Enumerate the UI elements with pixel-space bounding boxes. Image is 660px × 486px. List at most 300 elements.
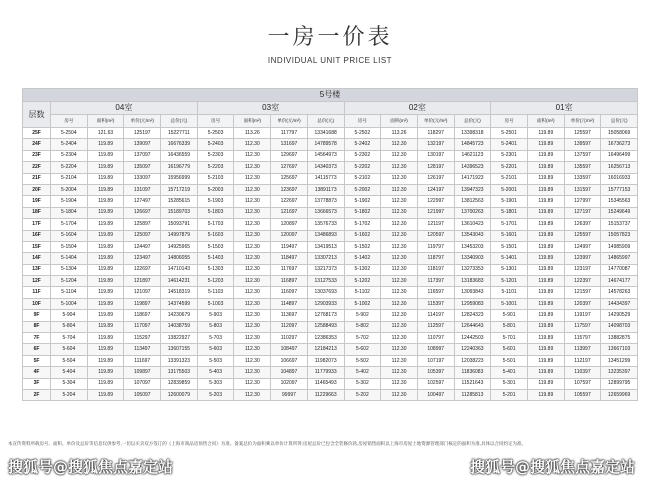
table-cell: 12240363 <box>454 344 491 355</box>
table-cell: 13947323 <box>454 184 491 195</box>
table-cell: 12386353 <box>307 333 344 344</box>
table-cell: 125697 <box>271 173 308 184</box>
table-cell: 11779933 <box>307 367 344 378</box>
table-cell: 113.26 <box>381 128 418 139</box>
table-cell: 5-202 <box>344 389 381 400</box>
price-table-container <box>22 88 638 401</box>
table-cell: 112.30 <box>234 253 271 264</box>
table-cell: 119.89 <box>527 264 564 275</box>
table-cell: 119.89 <box>87 298 124 309</box>
table-cell: 115397 <box>417 298 454 309</box>
table-cell: 15057823 <box>601 230 638 241</box>
table-cell: 120397 <box>564 298 601 309</box>
table-cell: 112.30 <box>381 184 418 195</box>
table-cell: 5-1702 <box>344 219 381 230</box>
table-row <box>23 207 638 218</box>
table-cell: 123997 <box>564 253 601 264</box>
table-cell: 15153737 <box>601 219 638 230</box>
column-header-row <box>23 115 638 128</box>
table-cell: 119.89 <box>87 367 124 378</box>
table-cell: 119.89 <box>527 196 564 207</box>
table-cell: 114897 <box>271 298 308 309</box>
table-cell: 5-1602 <box>344 230 381 241</box>
table-cell: 119.89 <box>527 344 564 355</box>
table-cell: 112.30 <box>234 333 271 344</box>
table-cell: 108497 <box>271 344 308 355</box>
table-cell: 112.30 <box>381 333 418 344</box>
table-cell: 112.30 <box>234 298 271 309</box>
table-cell: 5-801 <box>491 321 528 332</box>
table-cell: 119.89 <box>87 150 124 161</box>
floor-cell: 25F <box>23 128 51 139</box>
unit-04-header: 04室 <box>51 102 198 115</box>
table-cell: 113497 <box>124 344 161 355</box>
table-cell: 13127533 <box>307 276 344 287</box>
table-cell: 112.30 <box>381 162 418 173</box>
table-cell: 112197 <box>564 355 601 366</box>
table-cell: 5-2101 <box>491 173 528 184</box>
table-cell: 16256713 <box>601 162 638 173</box>
table-cell: 127497 <box>124 196 161 207</box>
table-cell: 14997879 <box>161 230 198 241</box>
table-cell: 119.89 <box>87 378 124 389</box>
table-cell: 105097 <box>124 389 161 400</box>
table-cell: 5-402 <box>344 367 381 378</box>
table-cell: 5-602 <box>344 344 381 355</box>
table-cell: 14789578 <box>307 139 344 150</box>
table-cell: 112.30 <box>234 230 271 241</box>
floor-cell: 4F <box>23 367 51 378</box>
table-cell: 5-2204 <box>51 162 88 173</box>
table-cell: 108997 <box>417 344 454 355</box>
table-cell: 112.30 <box>234 287 271 298</box>
page-subtitle: INDIVIDUAL UNIT PRICE LIST <box>267 56 393 65</box>
table-cell: 124497 <box>124 241 161 252</box>
column-header: 总价(元) <box>161 115 198 128</box>
table-cell: 124997 <box>564 241 601 252</box>
table-cell: 14578263 <box>601 287 638 298</box>
table-cell: 5-1201 <box>491 276 528 287</box>
table-row <box>23 139 638 150</box>
table-cell: 112.30 <box>234 219 271 230</box>
table-cell: 112.30 <box>234 389 271 400</box>
table-cell: 135597 <box>564 162 601 173</box>
table-cell: 5-2401 <box>491 139 528 150</box>
table-cell: 12600079 <box>161 389 198 400</box>
table-cell: 112.30 <box>381 378 418 389</box>
column-header: 总价(元) <box>454 115 491 128</box>
table-cell: 14290529 <box>601 310 638 321</box>
table-cell: 119.89 <box>87 184 124 195</box>
table-cell: 112.30 <box>234 344 271 355</box>
table-cell: 5-603 <box>197 344 234 355</box>
table-cell: 112.30 <box>381 321 418 332</box>
table-cell: 120597 <box>417 230 454 241</box>
table-cell: 5-604 <box>51 344 88 355</box>
table-cell: 5-904 <box>51 310 88 321</box>
table-cell: 119797 <box>417 241 454 252</box>
table-cell: 121.63 <box>87 128 124 139</box>
table-cell: 15285615 <box>161 196 198 207</box>
table-cell: 14806055 <box>161 253 198 264</box>
table-cell: 5-1501 <box>491 241 528 252</box>
table-cell: 5-404 <box>51 367 88 378</box>
table-cell: 5-702 <box>344 333 381 344</box>
table-cell: 102097 <box>271 378 308 389</box>
table-cell: 5-2403 <box>197 139 234 150</box>
table-cell: 5-2302 <box>344 150 381 161</box>
table-row <box>23 184 638 195</box>
table-cell: 119.89 <box>87 310 124 321</box>
table-cell: 121597 <box>564 287 601 298</box>
table-cell: 112.30 <box>381 207 418 218</box>
table-cell: 5-1301 <box>491 264 528 275</box>
table-cell: 123497 <box>124 253 161 264</box>
table-cell: 5-1204 <box>51 276 88 287</box>
table-cell: 14621123 <box>454 150 491 161</box>
table-cell: 121097 <box>124 287 161 298</box>
table-cell: 124197 <box>417 184 454 195</box>
table-cell: 106697 <box>271 355 308 366</box>
floor-cell: 8F <box>23 321 51 332</box>
table-cell: 15093791 <box>161 219 198 230</box>
table-cell: 137097 <box>124 150 161 161</box>
table-cell: 15189703 <box>161 207 198 218</box>
table-cell: 14865997 <box>601 253 638 264</box>
column-header: 单价(元/m²) <box>417 115 454 128</box>
table-cell: 117797 <box>271 128 308 139</box>
table-cell: 119.89 <box>87 196 124 207</box>
table-cell: 99997 <box>271 389 308 400</box>
table-cell: 131697 <box>271 139 308 150</box>
table-cell: 5-2001 <box>491 184 528 195</box>
table-cell: 14674177 <box>601 276 638 287</box>
table-cell: 119.89 <box>527 378 564 389</box>
table-cell: 5-1703 <box>197 219 234 230</box>
table-cell: 130197 <box>417 150 454 161</box>
table-cell: 112.30 <box>234 162 271 173</box>
floor-header: 层数 <box>23 102 51 128</box>
table-cell: 119.89 <box>87 344 124 355</box>
table-cell: 137597 <box>564 150 601 161</box>
table-cell: 5-903 <box>197 310 234 321</box>
table-cell: 5-701 <box>491 333 528 344</box>
table-cell: 5-1404 <box>51 253 88 264</box>
table-cell: 5-302 <box>344 378 381 389</box>
table-cell: 5-2203 <box>197 162 234 173</box>
table-cell: 16016933 <box>601 173 638 184</box>
table-cell: 5-2003 <box>197 184 234 195</box>
floor-cell: 19F <box>23 196 51 207</box>
table-cell: 5-1103 <box>197 287 234 298</box>
table-cell: 118297 <box>417 128 454 139</box>
floor-cell: 20F <box>23 184 51 195</box>
table-cell: 119.89 <box>87 264 124 275</box>
table-row <box>23 310 638 321</box>
floor-cell: 11F <box>23 287 51 298</box>
table-cell: 119.89 <box>527 184 564 195</box>
table-row <box>23 241 638 252</box>
table-cell: 5-203 <box>197 389 234 400</box>
table-cell: 14985909 <box>601 241 638 252</box>
table-cell: 12442503 <box>454 333 491 344</box>
table-cell: 104897 <box>271 367 308 378</box>
table-row <box>23 150 638 161</box>
table-cell: 5-1104 <box>51 287 88 298</box>
table-cell: 5-1001 <box>491 298 528 309</box>
table-cell: 5-501 <box>491 355 528 366</box>
table-cell: 5-2303 <box>197 150 234 161</box>
table-cell: 133097 <box>124 173 161 184</box>
table-cell: 13235397 <box>601 367 638 378</box>
table-cell: 16196779 <box>161 162 198 173</box>
table-cell: 117097 <box>124 321 161 332</box>
table-cell: 11982073 <box>307 355 344 366</box>
column-header: 房号 <box>51 115 88 128</box>
table-cell: 15249649 <box>601 207 638 218</box>
table-cell: 13093843 <box>454 287 491 298</box>
table-row <box>23 333 638 344</box>
table-row <box>23 321 638 332</box>
table-cell: 115297 <box>124 333 161 344</box>
table-cell: 112.30 <box>234 321 271 332</box>
table-cell: 5-2503 <box>197 128 234 139</box>
table-cell: 5-2402 <box>344 139 381 150</box>
table-cell: 112.30 <box>234 207 271 218</box>
table-cell: 127697 <box>271 162 308 173</box>
table-cell: 112.30 <box>381 287 418 298</box>
column-header: 面积(m²) <box>527 115 564 128</box>
table-cell: 15777153 <box>601 184 638 195</box>
table-cell: 13453203 <box>454 241 491 252</box>
table-cell: 112.30 <box>234 355 271 366</box>
table-cell: 11229663 <box>307 389 344 400</box>
watermark-left: 搜狐号@搜狐焦点嘉定站 <box>8 458 174 476</box>
floor-cell: 12F <box>23 276 51 287</box>
table-cell: 14230679 <box>161 310 198 321</box>
unit-header-row <box>23 102 638 115</box>
table-cell: 5-2103 <box>197 173 234 184</box>
table-cell: 13391323 <box>161 355 198 366</box>
table-cell: 107097 <box>124 378 161 389</box>
table-cell: 105597 <box>564 389 601 400</box>
table-cell: 118697 <box>124 310 161 321</box>
unit-01-header: 01室 <box>491 102 638 115</box>
table-cell: 14038759 <box>161 321 198 332</box>
table-cell: 14098703 <box>601 321 638 332</box>
table-cell: 11836083 <box>454 367 491 378</box>
table-cell: 13576733 <box>307 219 344 230</box>
table-cell: 5-802 <box>344 321 381 332</box>
table-cell: 5-2201 <box>491 162 528 173</box>
table-cell: 112.30 <box>234 173 271 184</box>
column-header: 面积(m²) <box>381 115 418 128</box>
table-cell: 119.89 <box>87 241 124 252</box>
table-cell: 126197 <box>417 173 454 184</box>
watermark-right: 搜狐号@搜狐焦点嘉定站 <box>470 458 636 476</box>
table-cell: 5-1801 <box>491 207 528 218</box>
table-cell: 109897 <box>124 367 161 378</box>
table-cell: 125597 <box>564 128 601 139</box>
table-cell: 116597 <box>417 287 454 298</box>
table-cell: 119.89 <box>87 139 124 150</box>
table-cell: 5-1203 <box>197 276 234 287</box>
table-cell: 14434397 <box>601 298 638 309</box>
table-cell: 112.30 <box>234 196 271 207</box>
table-cell: 112.30 <box>381 367 418 378</box>
table-cell: 112.30 <box>381 264 418 275</box>
table-cell: 14925965 <box>161 241 198 252</box>
floor-cell: 16F <box>23 230 51 241</box>
table-cell: 12644643 <box>454 321 491 332</box>
table-cell: 5-1401 <box>491 253 528 264</box>
table-cell: 13543043 <box>454 230 491 241</box>
table-cell: 112.30 <box>381 173 418 184</box>
table-cell: 112.30 <box>234 139 271 150</box>
table-cell: 5-1704 <box>51 219 88 230</box>
table-row <box>23 253 638 264</box>
table-cell: 5-204 <box>51 389 88 400</box>
table-cell: 16496499 <box>601 150 638 161</box>
table-cell: 119497 <box>271 241 308 252</box>
table-cell: 119897 <box>124 298 161 309</box>
table-cell: 119.89 <box>527 139 564 150</box>
floor-cell: 5F <box>23 355 51 366</box>
table-cell: 119.89 <box>527 298 564 309</box>
table-cell: 126397 <box>564 219 601 230</box>
table-cell: 5-1002 <box>344 298 381 309</box>
floor-cell: 7F <box>23 333 51 344</box>
floor-cell: 21F <box>23 173 51 184</box>
column-header: 总价(元) <box>307 115 344 128</box>
table-cell: 129697 <box>271 150 308 161</box>
table-cell: 119.89 <box>87 276 124 287</box>
table-cell: 5-2502 <box>344 128 381 139</box>
table-cell: 119.89 <box>527 333 564 344</box>
table-cell: 5-1902 <box>344 196 381 207</box>
table-cell: 119.89 <box>527 321 564 332</box>
table-cell: 14710143 <box>161 264 198 275</box>
table-cell: 125197 <box>124 128 161 139</box>
table-cell: 5-502 <box>344 355 381 366</box>
table-cell: 112.30 <box>381 355 418 366</box>
table-cell: 125097 <box>124 230 161 241</box>
table-cell: 139597 <box>564 139 601 150</box>
column-header: 单价(元/m²) <box>564 115 601 128</box>
table-cell: 5-1804 <box>51 207 88 218</box>
table-row <box>23 367 638 378</box>
table-cell: 119.89 <box>527 389 564 400</box>
table-cell: 5-1802 <box>344 207 381 218</box>
table-cell: 14374599 <box>161 298 198 309</box>
column-header: 房号 <box>344 115 381 128</box>
table-cell: 13882875 <box>601 333 638 344</box>
table-cell: 5-1601 <box>491 230 528 241</box>
table-cell: 119.89 <box>87 333 124 344</box>
table-cell: 5-601 <box>491 344 528 355</box>
table-cell: 5-1202 <box>344 276 381 287</box>
table-cell: 13340903 <box>454 253 491 264</box>
table-cell: 122997 <box>417 196 454 207</box>
table-cell: 112.30 <box>381 310 418 321</box>
table-cell: 13812563 <box>454 196 491 207</box>
floor-cell: 15F <box>23 241 51 252</box>
column-header: 房号 <box>197 115 234 128</box>
table-cell: 5-1904 <box>51 196 88 207</box>
table-cell: 5-1604 <box>51 230 88 241</box>
table-cell: 5-504 <box>51 355 88 366</box>
table-cell: 121697 <box>271 207 308 218</box>
table-cell: 119.89 <box>87 287 124 298</box>
table-cell: 5-1303 <box>197 264 234 275</box>
table-cell: 15345563 <box>601 196 638 207</box>
table-cell: 5-301 <box>491 378 528 389</box>
table-cell: 5-1603 <box>197 230 234 241</box>
table-cell: 122397 <box>564 276 601 287</box>
table-cell: 5-1101 <box>491 287 528 298</box>
table-cell: 12768173 <box>307 310 344 321</box>
table-cell: 5-1003 <box>197 298 234 309</box>
table-cell: 15227711 <box>161 128 198 139</box>
table-cell: 127197 <box>564 207 601 218</box>
table-cell: 127997 <box>564 196 601 207</box>
table-cell: 112.30 <box>234 367 271 378</box>
table-row <box>23 378 638 389</box>
table-cell: 12038223 <box>454 355 491 366</box>
table-cell: 113.26 <box>234 128 271 139</box>
table-cell: 11285813 <box>454 389 491 400</box>
table-row <box>23 355 638 366</box>
table-cell: 13037693 <box>307 287 344 298</box>
table-cell: 13341688 <box>307 128 344 139</box>
table-cell: 5-1304 <box>51 264 88 275</box>
table-cell: 5-1504 <box>51 241 88 252</box>
table-cell: 119.89 <box>527 276 564 287</box>
table-cell: 13666573 <box>307 207 344 218</box>
table-cell: 121897 <box>124 276 161 287</box>
table-cell: 5-403 <box>197 367 234 378</box>
table-cell: 5-1004 <box>51 298 88 309</box>
table-cell: 119.89 <box>527 162 564 173</box>
table-cell: 14770087 <box>601 264 638 275</box>
table-cell: 132197 <box>417 139 454 150</box>
table-row <box>23 219 638 230</box>
building-label: 5号楼 <box>23 89 638 102</box>
table-cell: 115797 <box>564 333 601 344</box>
table-cell: 107197 <box>417 355 454 366</box>
table-cell: 117697 <box>271 264 308 275</box>
price-table-body <box>23 128 638 401</box>
table-cell: 11465493 <box>307 378 344 389</box>
table-cell: 119.89 <box>527 287 564 298</box>
column-header: 单价(元/m²) <box>124 115 161 128</box>
table-cell: 5-2202 <box>344 162 381 173</box>
table-cell: 13217373 <box>307 264 344 275</box>
table-row <box>23 264 638 275</box>
floor-cell: 22F <box>23 162 51 173</box>
table-cell: 112.30 <box>381 139 418 150</box>
table-cell: 100497 <box>417 389 454 400</box>
table-cell: 119.89 <box>527 219 564 230</box>
table-cell: 112.30 <box>234 378 271 389</box>
table-cell: 14340373 <box>307 162 344 173</box>
table-cell: 5-902 <box>344 310 381 321</box>
table-cell: 139097 <box>124 139 161 150</box>
table-cell: 13307213 <box>307 253 344 264</box>
table-cell: 112.30 <box>381 196 418 207</box>
table-cell: 12588493 <box>307 321 344 332</box>
table-cell: 5-804 <box>51 321 88 332</box>
